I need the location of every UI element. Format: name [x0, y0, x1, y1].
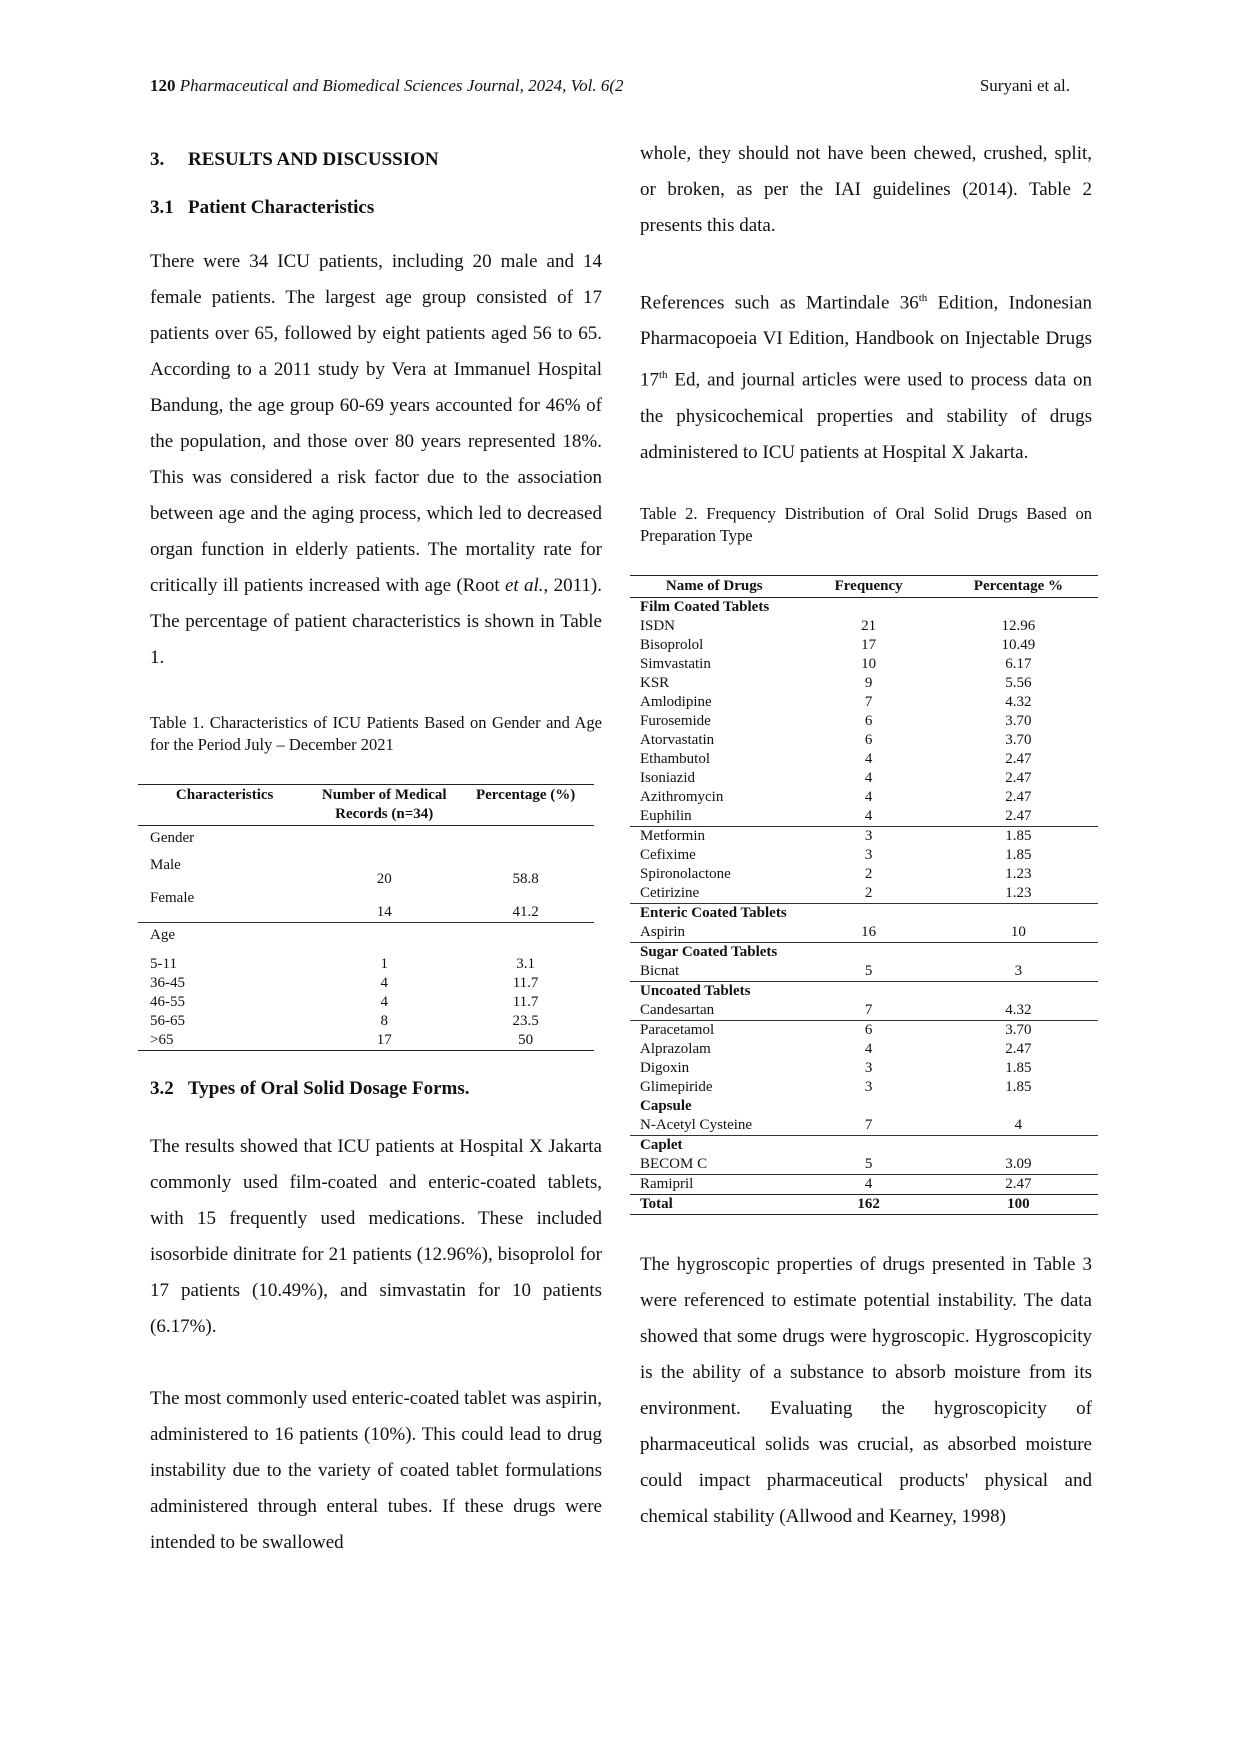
table-row — [630, 655, 1098, 674]
frequency: 5 — [864, 962, 873, 979]
percentage: 3.09 — [1005, 1155, 1032, 1172]
percentage: 6.17 — [1005, 655, 1032, 672]
table-row — [630, 712, 1098, 731]
drug-name: Alprazolam — [640, 1040, 711, 1057]
paragraph-text: Edition, Indonesian Pharmacopoeia VI Edition, Handbook on Injectable Drugs 17 — [640, 292, 1092, 391]
drug-name: Furosemide — [640, 712, 711, 729]
frequency: 4 — [864, 788, 873, 805]
table-row — [630, 769, 1098, 788]
table-row — [138, 955, 594, 974]
category-label: Enteric Coated Tablets — [630, 903, 798, 923]
paragraph-enteric-coated: The most commonly used enteric-coated tablet was aspirin, administered to 16 patients (10%). This could lead to drug instability due to the variety of coated tablet formulations administered through enteral tubes. If these drugs were intended to be swallowed — [150, 1388, 602, 1553]
frequency: 4 — [864, 769, 873, 786]
table2-caption: Table 2. Frequency Distribution of Oral Solid Drugs Based on Preparation Type — [640, 503, 1092, 545]
frequency: 3 — [864, 1078, 873, 1095]
category-row — [630, 597, 1098, 617]
frequency: 5 — [864, 1155, 873, 1172]
cell-count: 1 — [380, 956, 388, 972]
page-number: 120 — [150, 76, 176, 95]
drug-name: Azithromycin — [640, 788, 724, 805]
table-row — [630, 1020, 1098, 1040]
table-row — [630, 807, 1098, 827]
paragraph-continuation: whole, they should not have been chewed, crushed, split, or broken, as per the IAI guidelines (2014). Table 2 presents this data. — [640, 143, 1092, 236]
row-label: Male — [150, 857, 181, 873]
percentage: 1.23 — [1005, 865, 1032, 882]
drug-name: Ramipril — [630, 1174, 798, 1194]
drug-name: Ethambutol — [640, 750, 710, 767]
category-label: Caplet — [630, 1135, 798, 1155]
percentage: 2.47 — [1005, 807, 1032, 824]
percentage: 2.47 — [1005, 769, 1032, 786]
table-row — [630, 826, 1098, 846]
superscript: th — [659, 369, 668, 382]
paragraph-references — [640, 280, 1092, 471]
percentage: 3.70 — [1005, 712, 1032, 729]
cell-count: 8 — [380, 1013, 388, 1029]
percentage: 2.47 — [1005, 750, 1032, 767]
drug-name: Bisoprolol — [640, 636, 704, 653]
column-header: Frequency — [798, 575, 938, 597]
left-column — [150, 148, 602, 1597]
subsection-number: 3.2 — [150, 1078, 174, 1099]
group-label: Age — [138, 923, 311, 956]
paragraph-dosage-forms: The results showed that ICU patients at Hospital X Jakarta commonly used film-coated and enteric-coated tablets, with 15 frequently used medications. These included isosorbide dinitrate for 21 patients (12.96%), bisoprolol for 17 patients (10.49%), and simvastatin for 10 patients (6.17%). — [150, 1136, 602, 1337]
cell-percent: 58.8 — [512, 871, 539, 887]
subsection-title: Types of Oral Solid Dosage Forms. — [188, 1078, 470, 1099]
frequency: 2 — [864, 884, 873, 901]
percentage: 1.85 — [1005, 846, 1032, 863]
frequency: 7 — [864, 1116, 873, 1133]
percentage: 3.70 — [1005, 731, 1032, 748]
table-row — [630, 1155, 1098, 1175]
paragraph-text: There were 34 ICU patients, including 20 male and 14 female patients. The largest age group consisted of 17 patients over 65, followed by eight patients aged 56 to 65. According to a 2011 study by Vera at Immanuel Hospital Bandung, the age group 60-69 years accounted for 46% of the population, and those over 80 years represented 18%. This was considered a risk factor due to the association between age and the aging process, which led to decreased organ function in elderly patients. The mortality rate for critically ill patients increased with age (Root — [150, 251, 602, 596]
drug-name: Paracetamol — [630, 1020, 798, 1040]
drug-name: Euphilin — [640, 807, 692, 824]
percentage: 2.47 — [1005, 788, 1032, 805]
row-label: >65 — [138, 1031, 311, 1051]
category-label: Film Coated Tablets — [640, 598, 770, 615]
table-row — [630, 923, 1098, 943]
paragraph-text: Ed, and journal articles were used to process data on the physicochemical properties and stability of drugs administered to ICU patients at Hospital X Jakarta. — [640, 369, 1092, 463]
frequency: 3 — [864, 846, 873, 863]
drug-name: Isoniazid — [640, 769, 695, 786]
table-header-row — [630, 575, 1098, 597]
table-row — [630, 731, 1098, 750]
percentage: 1.23 — [1005, 884, 1032, 901]
section-heading — [150, 148, 602, 172]
frequency: 16 — [861, 923, 877, 940]
cell-percent: 23.5 — [512, 1013, 539, 1029]
subsection-heading-3-2 — [150, 1077, 602, 1101]
cell-percent: 41.2 — [512, 904, 539, 920]
cell-count: 20 — [376, 871, 392, 887]
category-row — [630, 903, 1098, 923]
percentage: 1.85 — [939, 826, 1098, 846]
drug-name: BECOM C — [640, 1155, 708, 1172]
table-row — [138, 889, 594, 923]
frequency: 7 — [864, 1001, 873, 1018]
table-row — [138, 826, 594, 857]
row-label: 36-45 — [150, 975, 185, 991]
column-header: Name of Drugs — [630, 575, 798, 597]
drug-name: N-Acetyl Cysteine — [640, 1116, 753, 1133]
drug-name: Atorvastatin — [640, 731, 715, 748]
column-header: Characteristics — [138, 785, 311, 826]
table-row — [630, 1116, 1098, 1136]
cell-percent: 11.7 — [512, 994, 539, 1010]
frequency: 7 — [864, 693, 873, 710]
table-row — [630, 1040, 1098, 1059]
table-row — [630, 693, 1098, 712]
author-line: Suryani et al. — [979, 76, 1070, 95]
table-row — [630, 1174, 1098, 1194]
category-row — [630, 942, 1098, 962]
total-row — [630, 1194, 1098, 1214]
paragraph-text: References such as Martindale 36 — [640, 292, 919, 314]
total-frequency: 162 — [798, 1194, 938, 1214]
table-row — [630, 846, 1098, 865]
subsection-title: Patient Characteristics — [188, 197, 375, 218]
percentage: 1.85 — [1005, 1078, 1032, 1095]
drug-name: Candesartan — [640, 1001, 715, 1018]
total-percentage: 100 — [939, 1194, 1098, 1214]
drug-name: Spironolactone — [640, 865, 731, 882]
category-label: Uncoated Tablets — [630, 981, 798, 1001]
row-label: Female — [150, 890, 195, 906]
percentage: 4.32 — [1005, 693, 1032, 710]
cell-percent: 3.1 — [516, 956, 535, 972]
table-row — [138, 993, 594, 1012]
section-number: 3. — [150, 149, 165, 170]
subsection-heading-3-1 — [150, 196, 602, 220]
cell-count: 4 — [380, 975, 388, 991]
frequency: 2 — [864, 865, 873, 882]
cell-count: 14 — [376, 904, 392, 920]
drug-name: Aspirin — [640, 923, 685, 940]
row-label: 56-65 — [150, 1013, 185, 1029]
table1-caption: Table 1. Characteristics of ICU Patients Based on Gender and Age for the Period July – December 2021 — [150, 713, 602, 754]
percentage: 2.47 — [1005, 1040, 1032, 1057]
table-row — [630, 884, 1098, 904]
table-row — [630, 1059, 1098, 1078]
frequency: 4 — [798, 1174, 938, 1194]
frequency: 17 — [861, 636, 877, 653]
percentage: 4 — [1014, 1116, 1023, 1133]
percentage: 4.32 — [1005, 1001, 1032, 1018]
group-label: Gender — [150, 830, 195, 846]
table-row — [630, 1078, 1098, 1097]
frequency: 10 — [861, 655, 877, 672]
category-row — [630, 981, 1098, 1001]
frequency: 4 — [864, 1040, 873, 1057]
drug-name: Simvastatin — [640, 655, 711, 672]
table-row — [138, 1031, 594, 1051]
drug-name: ISDN — [640, 617, 676, 634]
cell-count: 4 — [380, 994, 388, 1010]
right-column — [640, 143, 1092, 1571]
percentage: 2.47 — [939, 1174, 1098, 1194]
table-row — [138, 974, 594, 993]
percentage: 1.85 — [1005, 1059, 1032, 1076]
percentage: 12.96 — [1001, 617, 1036, 634]
category-label: Sugar Coated Tablets — [630, 942, 798, 962]
frequency: 3 — [864, 1059, 873, 1076]
table-row — [630, 788, 1098, 807]
table-row — [138, 923, 594, 956]
percentage: 3 — [1014, 962, 1023, 979]
italic-text: et al. — [504, 575, 544, 596]
table-row — [138, 1012, 594, 1031]
drug-name: Cefixime — [640, 846, 696, 863]
total-label: Total — [630, 1194, 798, 1214]
cell-percent: 11.7 — [512, 975, 539, 991]
subsection-number: 3.1 — [150, 197, 174, 218]
paragraph-patient-characteristics — [150, 244, 602, 676]
column-header: Percentage % — [939, 575, 1098, 597]
table-row — [630, 674, 1098, 693]
column-header: Percentage (%) — [457, 785, 594, 826]
drug-name: KSR — [640, 674, 670, 691]
paragraph-text: , 2011). The percentage of patient characteristics is shown in Table 1. — [150, 575, 602, 668]
superscript: th — [918, 292, 928, 304]
drug-name: Cetirizine — [640, 884, 700, 901]
table1 — [138, 784, 594, 1051]
table-header-row — [138, 785, 594, 826]
percentage: 5.56 — [1005, 674, 1032, 691]
frequency: 9 — [864, 674, 873, 691]
table-row — [138, 856, 594, 889]
percentage: 10.49 — [1001, 636, 1036, 653]
drug-name: Glimepiride — [640, 1078, 713, 1095]
table-row — [630, 865, 1098, 884]
category-label: Capsule — [640, 1097, 692, 1114]
frequency: 21 — [861, 617, 877, 634]
table-row — [630, 750, 1098, 769]
frequency: 4 — [864, 807, 873, 824]
table-row — [630, 1001, 1098, 1021]
drug-name: Amlodipine — [640, 693, 712, 710]
column-header: Number of Medical Records (n=34) — [311, 785, 457, 826]
drug-name: Digoxin — [640, 1059, 690, 1076]
category-row — [630, 1097, 1098, 1116]
percentage: 3.70 — [939, 1020, 1098, 1040]
paragraph-hygroscopic: The hygroscopic properties of drugs presented in Table 3 were referenced to estimate potential instability. The data showed that some drugs were hygroscopic. Hygroscopicity is the ability of a substance to absorb moisture from its environment. Evaluating the hygroscopicity of pharmaceutical solids was crucial, as absorbed moisture could impact pharmaceutical products' physical and chemical stability (Allwood and Kearney, 1998) — [640, 1253, 1092, 1527]
category-row — [630, 1135, 1098, 1155]
section-title: RESULTS AND DISCUSSION — [188, 149, 439, 170]
table-row — [630, 636, 1098, 655]
table-row — [630, 617, 1098, 636]
frequency: 6 — [864, 712, 873, 729]
page-header — [150, 76, 1070, 96]
row-label: 46-55 — [150, 994, 185, 1010]
row-label: 5-11 — [150, 956, 177, 972]
drug-name: Metformin — [630, 826, 798, 846]
frequency: 6 — [864, 731, 873, 748]
frequency: 4 — [864, 750, 873, 767]
table-row — [630, 962, 1098, 982]
frequency: 6 — [798, 1020, 938, 1040]
percentage: 10 — [1010, 923, 1026, 940]
cell-percent: 50 — [457, 1031, 594, 1051]
table2 — [630, 575, 1098, 1215]
frequency: 3 — [798, 826, 938, 846]
cell-count: 17 — [311, 1031, 457, 1051]
journal-title: Pharmaceutical and Biomedical Sciences Journal, 2024, Vol. 6(2 — [179, 76, 624, 95]
drug-name: Bicnat — [640, 962, 680, 979]
